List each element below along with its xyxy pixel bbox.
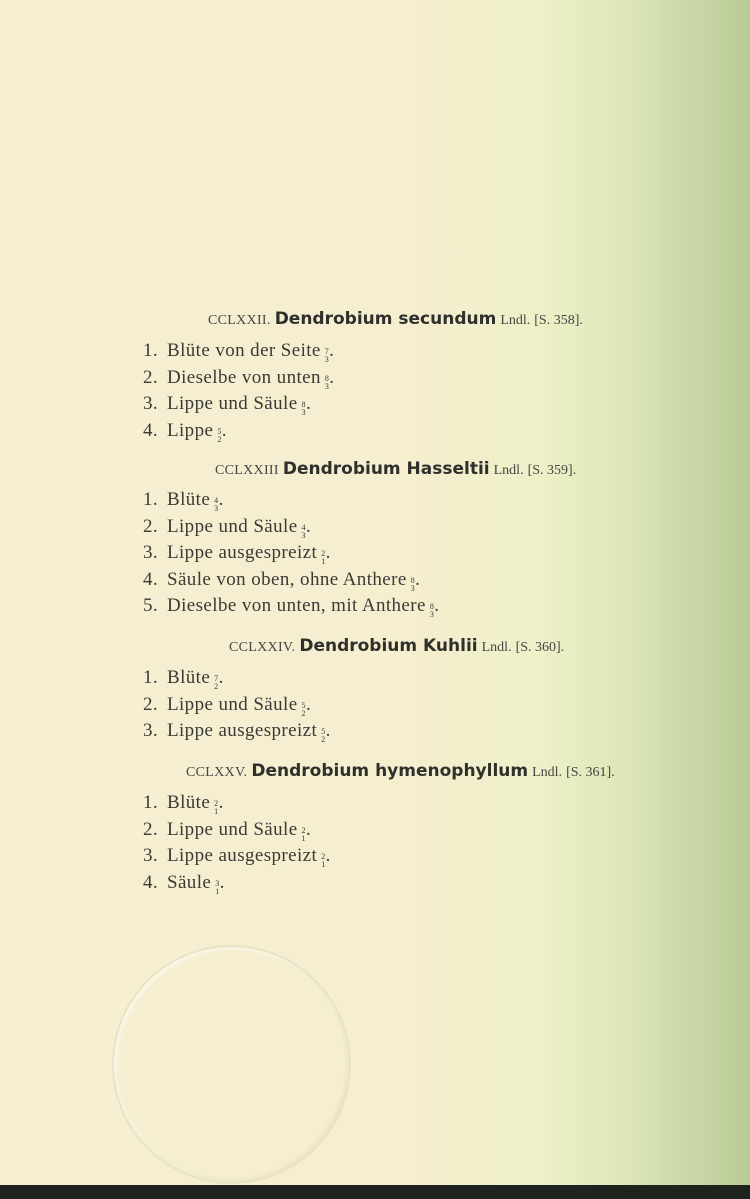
magnification-denominator: 3 <box>324 381 330 391</box>
figure-number: 4. <box>143 568 159 590</box>
caption-text: Dieselbe von unten <box>167 366 321 388</box>
plate-heading <box>229 636 564 656</box>
caption-text: Säule von oben, ohne Anthere <box>167 568 407 590</box>
magnification <box>302 524 306 540</box>
species-name: Dendrobium secundum <box>274 309 497 329</box>
magnification <box>214 497 218 513</box>
author-abbrev: Lndl. <box>500 313 531 328</box>
magnification <box>302 401 306 417</box>
magnification <box>325 348 329 364</box>
figure-caption: 3. Lippe ausgespreizt 2 1 . <box>143 542 331 566</box>
figure-caption: 3. Lippe ausgespreizt 5 2 . <box>143 720 331 744</box>
magnification-denominator: 3 <box>429 610 435 619</box>
caption-text: Lippe und Säule <box>167 515 298 537</box>
figure-caption: 2. Lippe und Säule 4 3 . <box>143 515 312 540</box>
caption-text: Lippe und Säule <box>167 693 298 715</box>
plate-heading <box>186 761 615 781</box>
magnification-numerator: 2 <box>214 799 219 808</box>
plate-number: CCLXXIII <box>215 463 279 478</box>
caption-text: Blüte <box>167 792 211 813</box>
figure-number: 2. <box>143 366 159 388</box>
figure-caption: 1. Blüte 7 2 . <box>143 667 224 691</box>
page-reference: [S. 358]. <box>534 313 583 328</box>
magnification-numerator: 7 <box>214 674 219 683</box>
caption-text: Dieselbe von unten, mit Anthere <box>167 595 426 616</box>
magnification-denominator: 2 <box>217 434 222 444</box>
figure-number: 1. <box>143 792 159 813</box>
author-abbrev: Lndl. <box>481 640 512 655</box>
magnification-numerator: 4 <box>301 522 306 532</box>
magnification-numerator: 8 <box>429 602 435 611</box>
magnification <box>214 675 218 691</box>
magnification-numerator: 4 <box>214 496 219 505</box>
plate-number: CCLXXV. <box>186 765 248 780</box>
magnification-numerator: 8 <box>301 400 306 409</box>
magnification-numerator: 5 <box>217 426 222 436</box>
caption-text: Blüte <box>167 489 211 510</box>
caption-text: Lippe <box>167 419 214 441</box>
figure-number: 2. <box>143 693 159 715</box>
caption-text: Lippe und Säule <box>167 393 298 414</box>
species-name: Dendrobium Hasseltii <box>282 459 490 479</box>
figure-number: 4. <box>143 871 159 893</box>
caption-text: Lippe und Säule <box>167 818 298 840</box>
magnification-numerator: 7 <box>324 347 330 356</box>
figure-caption: 4. Säule 3 1 . <box>143 871 225 896</box>
caption-text: Blüte <box>167 667 211 688</box>
magnification <box>217 428 221 444</box>
magnification-denominator: 3 <box>410 583 416 593</box>
magnification-numerator: 2 <box>321 549 326 558</box>
figure-caption: 2. Dieselbe von unten 8 3 . <box>143 366 335 391</box>
figure-number: 2. <box>143 515 159 537</box>
plate-heading <box>208 309 583 329</box>
caption-text: Säule <box>167 871 212 893</box>
scan-border <box>0 1185 750 1199</box>
magnification-numerator: 5 <box>301 700 306 710</box>
figure-number: 3. <box>143 720 159 741</box>
figure-caption: 3. Lippe und Säule 8 3 . <box>143 393 312 417</box>
magnification <box>302 702 306 718</box>
magnification <box>411 577 415 593</box>
magnification-denominator: 3 <box>214 504 219 513</box>
figure-number: 3. <box>143 393 159 414</box>
magnification-denominator: 1 <box>301 833 306 843</box>
figure-number: 3. <box>143 845 159 866</box>
figure-caption: 4. Säule von oben, ohne Anthere 8 3 . <box>143 568 421 593</box>
magnification-denominator: 3 <box>301 408 306 417</box>
figure-caption: 1. Blüte 4 3 . <box>143 489 224 513</box>
author-abbrev: Lndl. <box>493 463 524 478</box>
caption-text: Lippe ausgespreizt <box>167 542 318 563</box>
magnification-denominator: 3 <box>324 355 330 364</box>
figure-caption: 2. Lippe und Säule 2 1 . <box>143 818 312 843</box>
magnification-numerator: 5 <box>321 727 326 736</box>
plate-number: CCLXXIV. <box>229 640 296 655</box>
magnification-numerator: 2 <box>301 825 306 835</box>
magnification-numerator: 8 <box>410 575 416 585</box>
figure-caption: 5. Dieselbe von unten, mit Anthere 8 3 . <box>143 595 440 619</box>
caption-text: Lippe ausgespreizt <box>167 720 318 741</box>
caption-text: Blüte von der Seite <box>167 340 321 361</box>
magnification <box>321 550 325 566</box>
plate-number: CCLXXII. <box>208 313 271 328</box>
magnification-denominator: 2 <box>214 682 219 691</box>
figure-caption: 1. Blüte von der Seite 7 3 . <box>143 340 335 364</box>
magnification <box>214 800 218 816</box>
magnification-numerator: 2 <box>321 852 326 861</box>
magnification-denominator: 1 <box>321 860 326 869</box>
magnification <box>321 728 325 744</box>
figure-caption: 2. Lippe und Säule 5 2 . <box>143 693 312 718</box>
magnification <box>321 853 325 869</box>
figure-number: 5. <box>143 595 159 616</box>
figure-caption: 3. Lippe ausgespreizt 2 1 . <box>143 845 331 869</box>
figure-number: 4. <box>143 419 159 441</box>
magnification-numerator: 3 <box>215 878 220 888</box>
magnification-denominator: 2 <box>321 735 326 744</box>
page-reference: [S. 361]. <box>566 765 615 780</box>
library-emboss-stamp <box>112 945 351 1184</box>
magnification <box>215 880 219 896</box>
figure-number: 3. <box>143 542 159 563</box>
magnification <box>430 603 434 619</box>
species-name: Dendrobium hymenophyllum <box>251 761 529 781</box>
magnification-denominator: 1 <box>214 807 219 816</box>
magnification <box>302 827 306 843</box>
magnification <box>325 375 329 391</box>
plate-heading <box>215 459 576 479</box>
magnification-denominator: 1 <box>321 557 326 566</box>
page-reference: [S. 359]. <box>527 463 577 478</box>
figure-caption: 1. Blüte 2 1 . <box>143 792 224 816</box>
figure-caption: 4. Lippe 5 2 . <box>143 419 227 444</box>
magnification-denominator: 1 <box>215 886 220 896</box>
figure-number: 2. <box>143 818 159 840</box>
species-name: Dendrobium Kuhlii <box>299 636 478 656</box>
magnification-denominator: 3 <box>301 530 306 540</box>
author-abbrev: Lndl. <box>532 765 563 780</box>
figure-number: 1. <box>143 340 159 361</box>
caption-text: Lippe ausgespreizt <box>167 845 318 866</box>
figure-number: 1. <box>143 489 159 510</box>
magnification-denominator: 2 <box>301 708 306 718</box>
page-reference: [S. 360]. <box>515 640 565 655</box>
figure-number: 1. <box>143 667 159 688</box>
magnification-numerator: 8 <box>324 373 330 383</box>
